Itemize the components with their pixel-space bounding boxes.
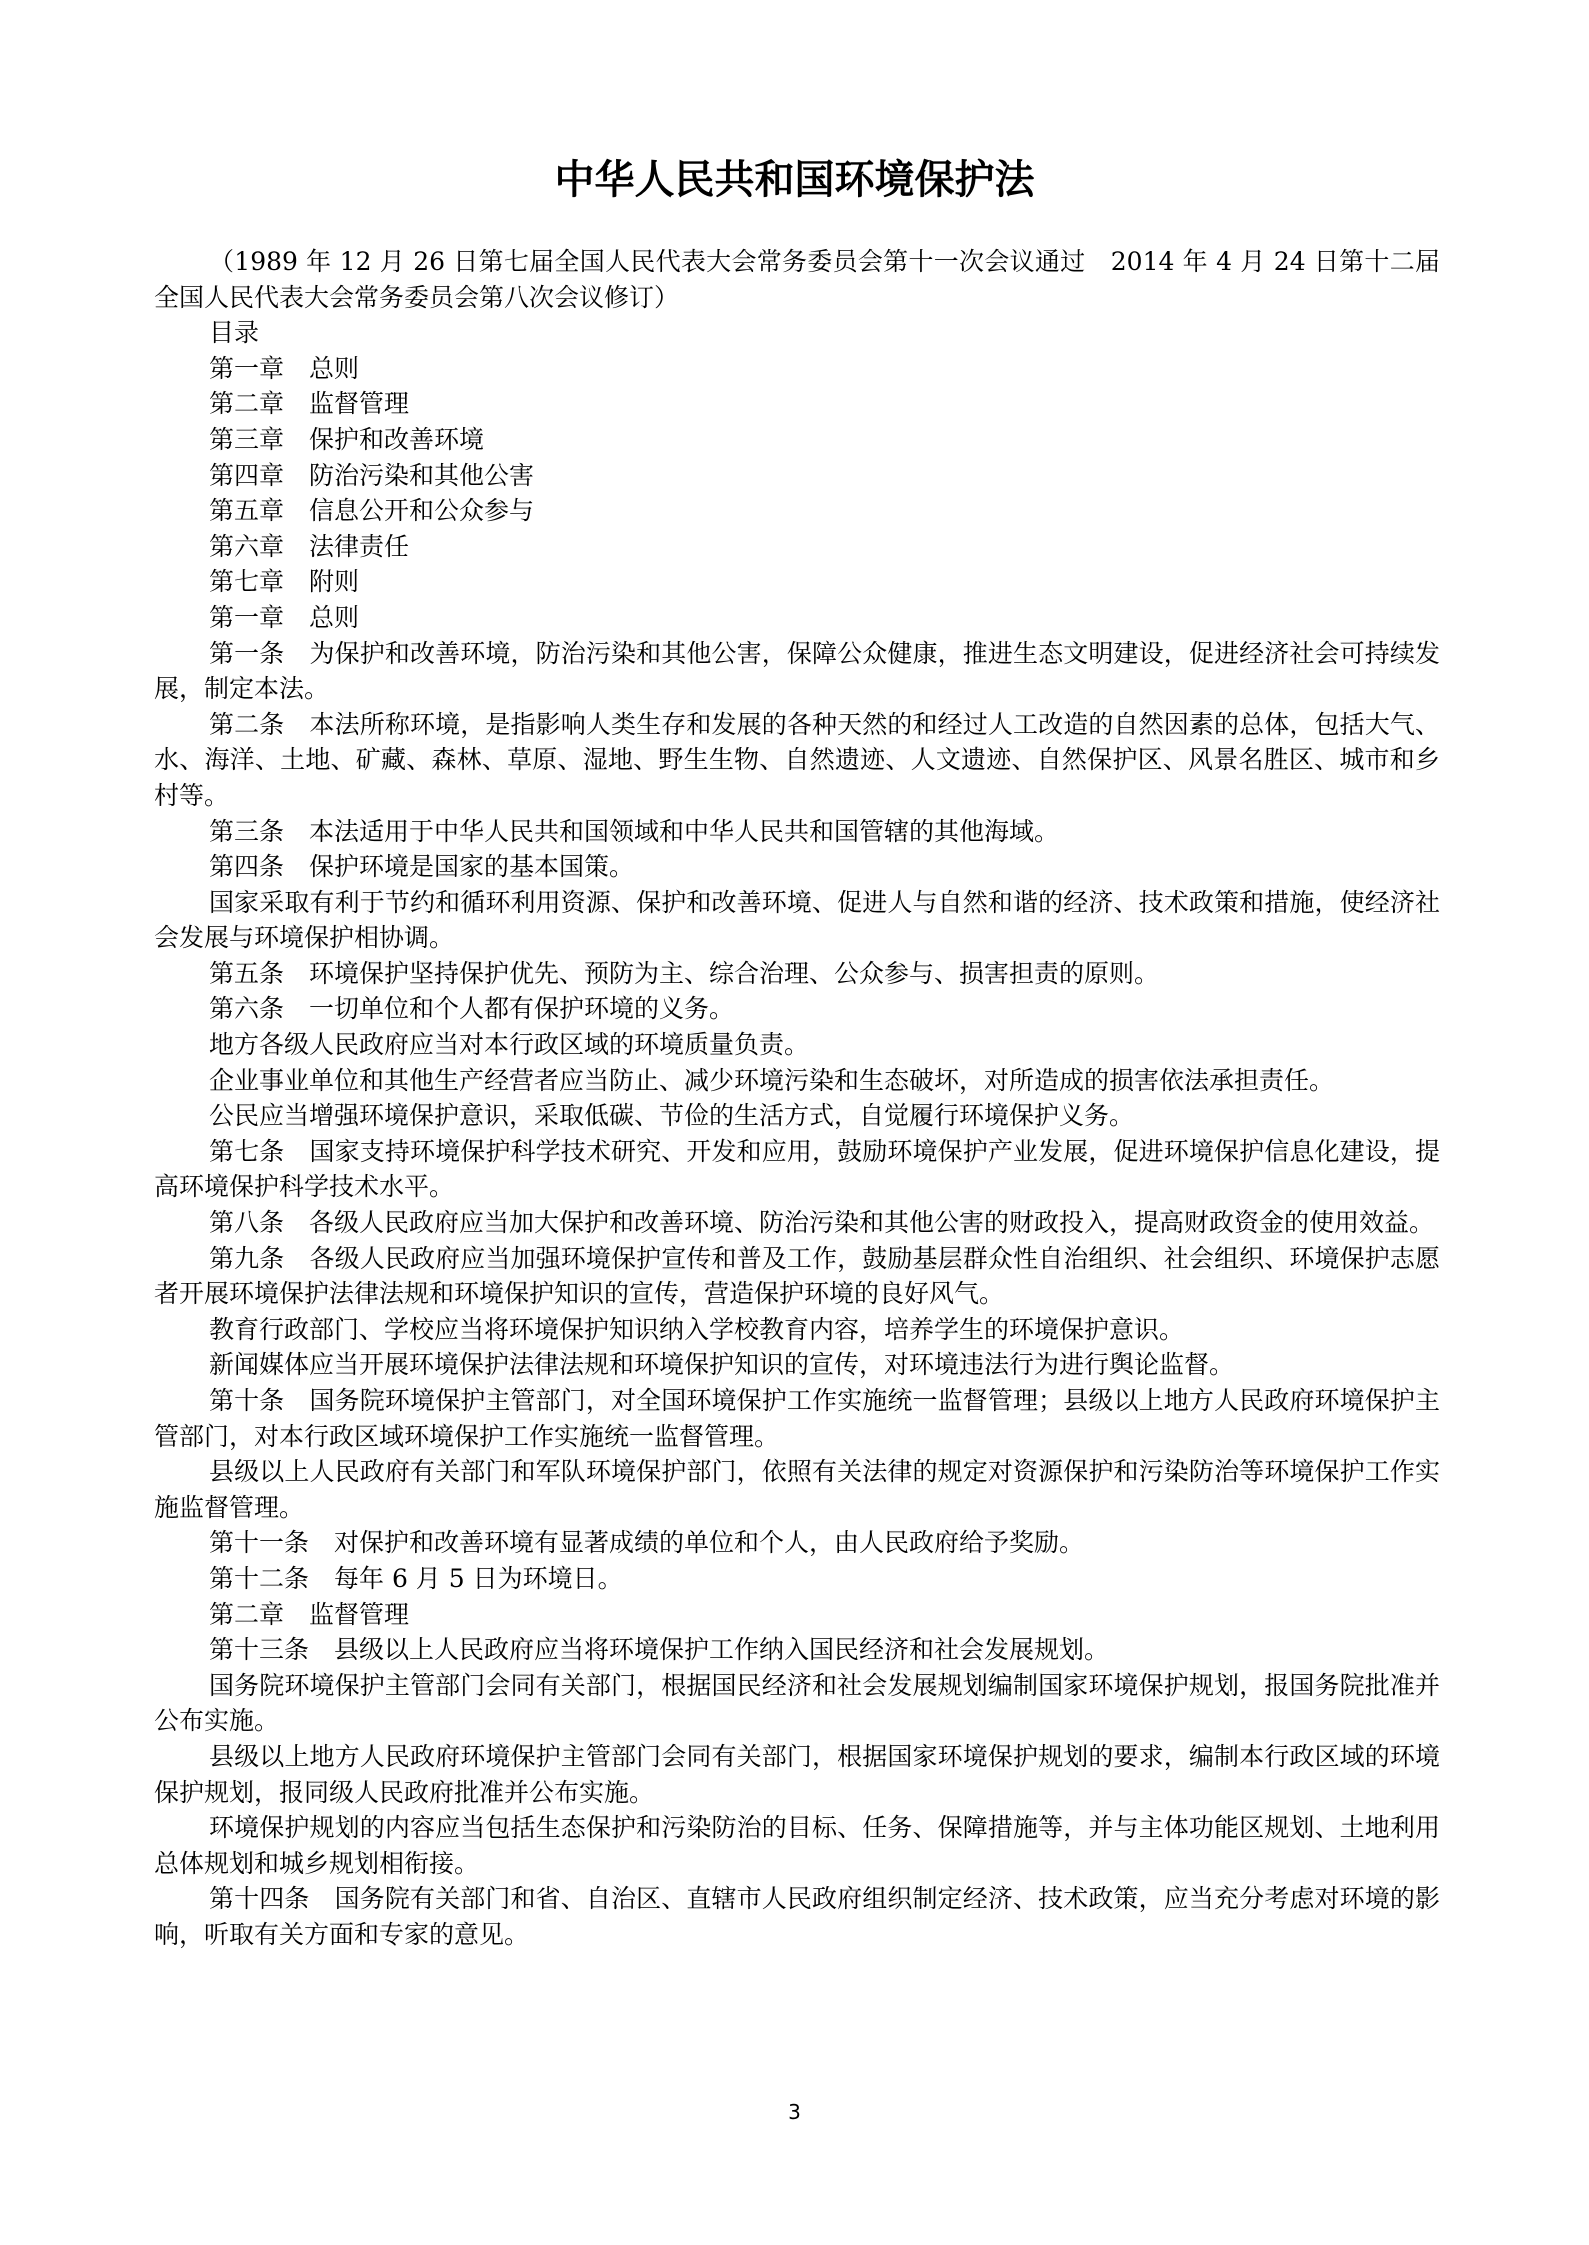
paragraph-toc-heading: 目录 bbox=[209, 318, 260, 348]
article-paragraph: 国务院环境保护主管部门会同有关部门，根据国民经济和社会发展规划编制国家环境保护规划，报国务院批准并公布实施。 bbox=[154, 1670, 1440, 1736]
toc-item: 第五章 信息公开和公众参与 bbox=[209, 496, 535, 526]
article-paragraph: 县级以上地方人民政府环境保护主管部门会同有关部门，根据国家环境保护规划的要求，编制本行政区域的环境保护规划，报同级人民政府批准并公布实施。 bbox=[154, 1741, 1440, 1807]
chapter-heading: 第二章 监督管理 bbox=[209, 1599, 410, 1629]
article-paragraph: 县级以上人民政府有关部门和军队环境保护部门，依照有关法律的规定对资源保护和污染防治等环境保护工作实施监督管理。 bbox=[154, 1457, 1440, 1522]
document-body bbox=[154, 244, 1440, 1953]
article-paragraph: 国家采取有利于节约和循环利用资源、保护和改善环境、促进人与自然和谐的经济、技术政策和措施，使经济社会发展与环境保护相协调。 bbox=[154, 887, 1440, 953]
article-paragraph: 第十条 国务院环境保护主管部门，对全国环境保护工作实施统一监督管理；县级以上地方人民政府环境保护主管部门，对本行政区域环境保护工作实施统一监督管理。 bbox=[154, 1386, 1440, 1451]
article-paragraph: 第一条 为保护和改善环境，防治污染和其他公害，保障公众健康，推进生态文明建设，促进经济社会可持续发展，制定本法。 bbox=[154, 638, 1440, 704]
document-title: 中华人民共和国环境保护法 bbox=[554, 157, 1035, 203]
article-paragraph: 第七条 国家支持环境保护科学技术研究、开发和应用，鼓励环境保护产业发展，促进环境保护信息化建设，提高环境保护科学技术水平。 bbox=[154, 1136, 1440, 1202]
toc-item: 第六章 法律责任 bbox=[209, 531, 410, 561]
toc-item: 第一章 总则 bbox=[209, 353, 360, 383]
page-number: 3 bbox=[788, 2100, 801, 2124]
toc-item: 第二章 监督管理 bbox=[209, 389, 410, 419]
toc-item: 第七章 附则 bbox=[209, 567, 360, 597]
article-paragraph: 第十二条 每年 6 月 5 日为环境日。 bbox=[209, 1563, 623, 1593]
article-paragraph: 第四条 保护环境是国家的基本国策。 bbox=[209, 852, 635, 882]
article-paragraph: 教育行政部门、学校应当将环境保护知识纳入学校教育内容，培养学生的环境保护意识。 bbox=[209, 1314, 1185, 1344]
article-paragraph: 第六条 一切单位和个人都有保护环境的义务。 bbox=[209, 994, 735, 1024]
toc-item: 第三章 保护和改善环境 bbox=[209, 424, 485, 454]
article-paragraph: 第十四条 国务院有关部门和省、自治区、直辖市人民政府组织制定经济、技术政策，应当充分考虑对环境的影响，听取有关方面和专家的意见。 bbox=[154, 1884, 1440, 1949]
article-paragraph: 第二条 本法所称环境，是指影响人类生存和发展的各种天然的和经过人工改造的自然因素的总体，包括大气、水、海洋、土地、矿藏、森林、草原、湿地、野生生物、自然遗迹、人文遗迹、自然保护区、风景名胜区、城市和乡村等。 bbox=[154, 709, 1440, 810]
article-paragraph: 环境保护规划的内容应当包括生态保护和污染防治的目标、任务、保障措施等，并与主体功能区规划、土地利用总体规划和城乡规划相衔接。 bbox=[154, 1813, 1440, 1878]
article-paragraph: 新闻媒体应当开展环境保护法律法规和环境保护知识的宣传，对环境违法行为进行舆论监督。 bbox=[209, 1350, 1235, 1380]
article-paragraph: 第十三条 县级以上人民政府应当将环境保护工作纳入国民经济和社会发展规划。 bbox=[209, 1635, 1110, 1665]
article-paragraph: 第五条 环境保护坚持保护优先、预防为主、综合治理、公众参与、损害担责的原则。 bbox=[209, 958, 1160, 988]
article-paragraph: 第三条 本法适用于中华人民共和国领域和中华人民共和国管辖的其他海域。 bbox=[209, 816, 1060, 846]
article-paragraph: 第九条 各级人民政府应当加强环境保护宣传和普及工作，鼓励基层群众性自治组织、社会组织、环境保护志愿者开展环境保护法律法规和环境保护知识的宣传，营造保护环境的良好风气。 bbox=[154, 1243, 1440, 1309]
toc-item: 第四章 防治污染和其他公害 bbox=[209, 460, 535, 490]
article-paragraph: 第十一条 对保护和改善环境有显著成绩的单位和个人，由人民政府给予奖励。 bbox=[209, 1528, 1085, 1558]
article-paragraph: 公民应当增强环境保护意识，采取低碳、节俭的生活方式，自觉履行环境保护义务。 bbox=[209, 1101, 1135, 1131]
article-paragraph: 地方各级人民政府应当对本行政区域的环境质量负责。 bbox=[209, 1030, 810, 1060]
chapter-heading: 第一章 总则 bbox=[209, 602, 360, 632]
paragraph-preamble: （1989 年 12 月 26 日第七届全国人民代表大会常务委员会第十一次会议通过 2014 年 4 月 24 日第十二届全国人民代表大会常务委员会第八次会议修订） bbox=[154, 247, 1440, 312]
article-paragraph: 第八条 各级人民政府应当加大保护和改善环境、防治污染和其他公害的财政投入，提高财政资金的使用效益。 bbox=[209, 1208, 1435, 1238]
article-paragraph: 企业事业单位和其他生产经营者应当防止、减少环境污染和生态破坏，对所造成的损害依法承担责任。 bbox=[209, 1065, 1335, 1095]
